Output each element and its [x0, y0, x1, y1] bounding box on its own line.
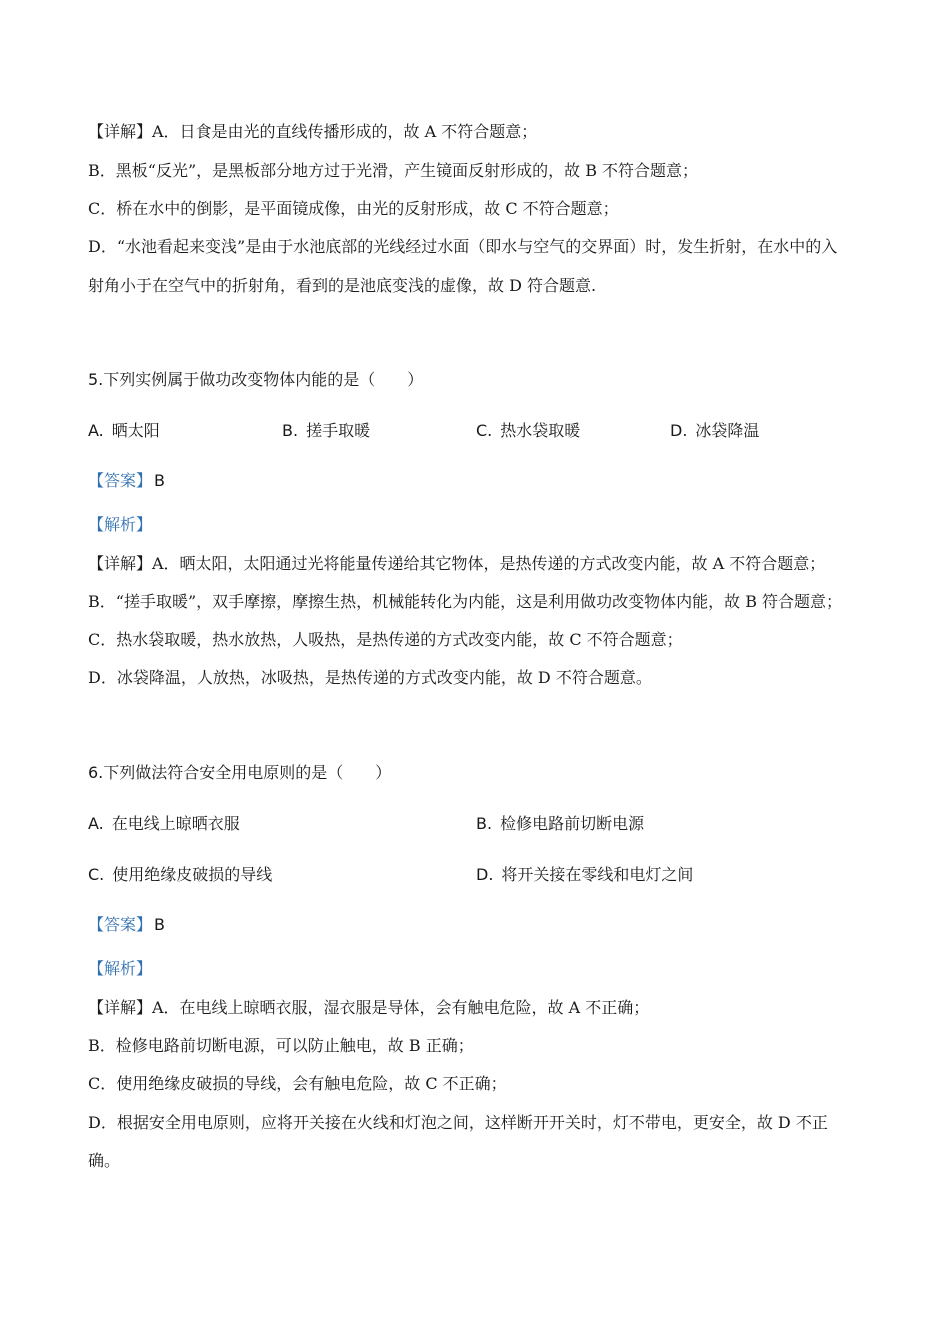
prev-detail-line-2: B．黑板“反光”，是黑板部分地方过于光滑，产生镜面反射形成的，故 B 不符合题意；: [88, 161, 699, 180]
option-letter: C.: [88, 865, 105, 884]
q5-analysis-tag: 【解析】: [88, 515, 153, 534]
q6-detail-line-1: 【详解】A．在电线上晾晒衣服，湿衣服是导体，会有触电危险，故 A 不正确；: [88, 998, 650, 1017]
prev-detail-line-3: C．桥在水中的倒影，是平面镜成像，由光的反射形成，故 C 不符合题意；: [88, 199, 619, 218]
q6-answer: [88, 915, 165, 935]
q6-analysis-tag: 【解析】: [88, 959, 153, 978]
option-text: 热水袋取暖: [500, 421, 581, 440]
option-letter: B.: [282, 421, 299, 440]
q6-detail-line-2: B．检修电路前切断电源，可以防止触电，故 B 正确；: [88, 1036, 474, 1055]
question-5-stem: 5.下列实例属于做功改变物体内能的是（ ）: [88, 370, 424, 389]
answer-value: B: [154, 471, 165, 490]
q6-option-b: [476, 814, 644, 834]
option-text: 在电线上晾晒衣服: [111, 814, 240, 833]
option-letter: D.: [476, 865, 494, 884]
option-text: 晒太阳: [111, 421, 160, 440]
option-letter: A.: [88, 814, 104, 833]
option-text: 搓手取暖: [306, 421, 371, 440]
q6-option-a: [88, 814, 240, 834]
q5-option-c: [476, 421, 580, 441]
q5-answer: [88, 471, 165, 491]
prev-detail-line-1: 【详解】A．日食是由光的直线传播形成的，故 A 不符合题意；: [88, 122, 538, 141]
answer-tag: 【答案】: [88, 915, 153, 934]
q5-option-d: [670, 421, 759, 441]
q6-detail-line-3: C．使用绝缘皮破损的导线，会有触电危险，故 C 不正确；: [88, 1074, 507, 1093]
option-text: 将开关接在零线和电灯之间: [501, 865, 694, 884]
answer-tag: 【答案】: [88, 471, 153, 490]
q5-detail-line-1: 【详解】A．晒太阳，太阳通过光将能量传递给其它物体，是热传递的方式改变内能，故 A 不符合题意；: [88, 554, 826, 573]
q6-option-d: [476, 865, 693, 885]
q5-detail-line-2: B．“搓手取暖”，双手摩擦，摩擦生热，机械能转化为内能，这是利用做功改变物体内能，故 B 符合题意；: [88, 592, 843, 611]
option-text: 冰袋降温: [695, 421, 760, 440]
q5-option-b: [282, 421, 370, 441]
q6-detail-line-5: 确。: [88, 1151, 121, 1170]
option-letter: A.: [88, 421, 104, 440]
q5-option-a: [88, 421, 160, 441]
option-text: 检修电路前切断电源: [500, 814, 645, 833]
prev-detail-line-5: 射角小于在空气中的折射角，看到的是池底变浅的虚像，故 D 符合题意.: [88, 276, 597, 295]
question-6-stem: 6.下列做法符合安全用电原则的是（ ）: [88, 763, 392, 782]
q5-detail-line-4: D．冰袋降温，人放热，冰吸热，是热传递的方式改变内能，故 D 不符合题意。: [88, 668, 652, 687]
answer-value: B: [154, 915, 165, 934]
option-letter: C.: [476, 421, 493, 440]
option-letter: D.: [670, 421, 688, 440]
q6-option-c: [88, 865, 272, 885]
prev-detail-line-4: D．“水池看起来变浅”是由于水池底部的光线经过水面（即水与空气的交界面）时，发生折射，在水中的入: [88, 237, 838, 256]
option-letter: B.: [476, 814, 493, 833]
q6-detail-line-4: D．根据安全用电原则，应将开关接在火线和灯泡之间，这样断开开关时，灯不带电，更安全，故 D 不正: [88, 1113, 828, 1132]
q5-detail-line-3: C．热水袋取暖，热水放热，人吸热，是热传递的方式改变内能，故 C 不符合题意；: [88, 630, 683, 649]
option-text: 使用绝缘皮破损的导线: [112, 865, 273, 884]
